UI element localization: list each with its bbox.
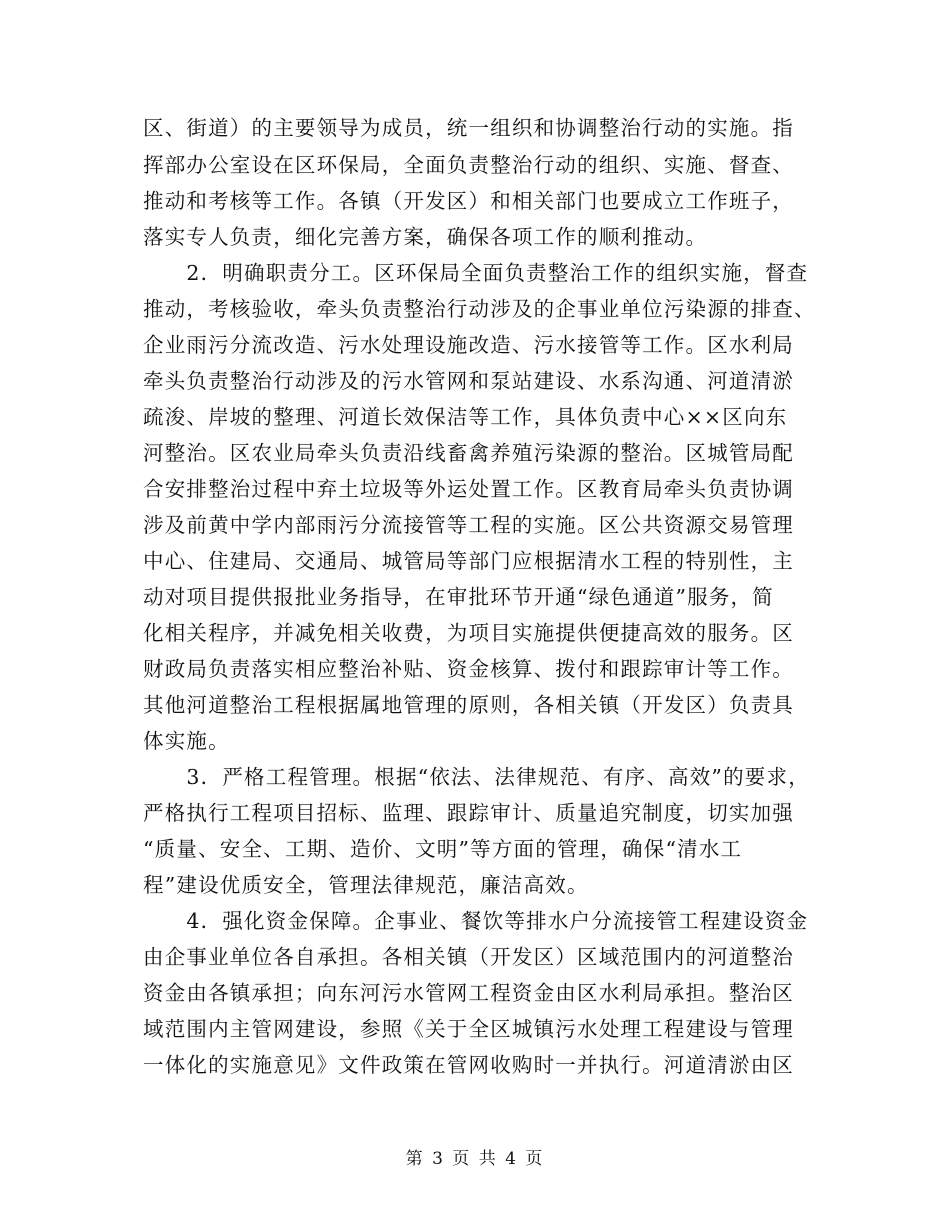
text-line: 4．强化资金保障。企事业、餐饮等排水户分流接管工程建设资金 xyxy=(143,909,809,933)
text-line: “质量、安全、工期、造价、文明”等方面的管理，确保“清水工 xyxy=(143,837,743,861)
text-line: 中心、住建局、交通局、城管局等部门应根据清水工程的特别性，主 xyxy=(143,549,794,573)
text-line: 由企事业单位各自承担。各相关镇（开发区）区域范围内的河道整治 xyxy=(143,945,794,969)
text-line: 其他河道整治工程根据属地管理的原则，各相关镇（开发区）负责具 xyxy=(143,693,794,717)
text-line: 企业雨污分流改造、污水处理设施改造、污水接管等工作。区水利局 xyxy=(143,333,794,357)
text-line: 2．明确职责分工。区环保局全面负责整治工作的组织实施，督查 xyxy=(143,261,809,285)
text-line: 牵头负责整治行动涉及的污水管网和泵站建设、水系沟通、河道清淤 xyxy=(143,369,794,393)
text-line: 动对项目提供报批业务指导，在审批环节开通“绿色通道”服务，简 xyxy=(143,585,774,609)
text-line: 程”建设优质安全，管理法律规范，廉洁高效。 xyxy=(143,873,589,897)
text-line: 财政局负责落实相应整治补贴、资金核算、拨付和跟踪审计等工作。 xyxy=(143,657,794,681)
page-footer: 第 3 页 共 4 页 xyxy=(405,1149,545,1169)
text-line: 化相关程序，并减免相关收费，为项目实施提供便捷高效的服务。区 xyxy=(143,621,794,645)
text-line: 疏浚、岸坡的整理、河道长效保洁等工作，具体负责中心××区向东 xyxy=(143,405,788,429)
text-line: 推动，考核验收，牵头负责整治行动涉及的企事业单位污染源的排查、 xyxy=(143,297,816,321)
text-line: 合安排整治过程中弃土垃圾等外运处置工作。区教育局牵头负责协调 xyxy=(143,477,794,501)
text-line: 推动和考核等工作。各镇（开发区）和相关部门也要成立工作班子， xyxy=(143,189,794,213)
text-line: 域范围内主管网建设，参照《关于全区城镇污水处理工程建设与管理 xyxy=(143,1017,794,1041)
text-line: 一体化的实施意见》文件政策在管网收购时一并执行。河道清淤由区 xyxy=(143,1053,794,1077)
text-line: 区、街道）的主要领导为成员，统一组织和协调整治行动的实施。指 xyxy=(143,116,794,140)
text-line: 落实专人负责，细化完善方案，确保各项工作的顺利推动。 xyxy=(143,225,708,249)
text-line: 3．严格工程管理。根据“依法、法律规范、有序、高效”的要求， xyxy=(143,765,810,789)
text-line: 涉及前黄中学内部雨污分流接管等工程的实施。区公共资源交易管理 xyxy=(143,513,794,537)
text-line: 挥部办公室设在区环保局，全面负责整治行动的组织、实施、督查、 xyxy=(143,153,794,177)
text-line: 资金由各镇承担；向东河污水管网工程资金由区水利局承担。整治区 xyxy=(143,981,794,1005)
text-line: 体实施。 xyxy=(143,729,230,753)
text-line: 严格执行工程项目招标、监理、跟踪审计、质量追究制度，切实加强 xyxy=(143,801,794,825)
text-line: 河整治。区农业局牵头负责沿线畜禽养殖污染源的整治。区城管局配 xyxy=(143,441,794,465)
